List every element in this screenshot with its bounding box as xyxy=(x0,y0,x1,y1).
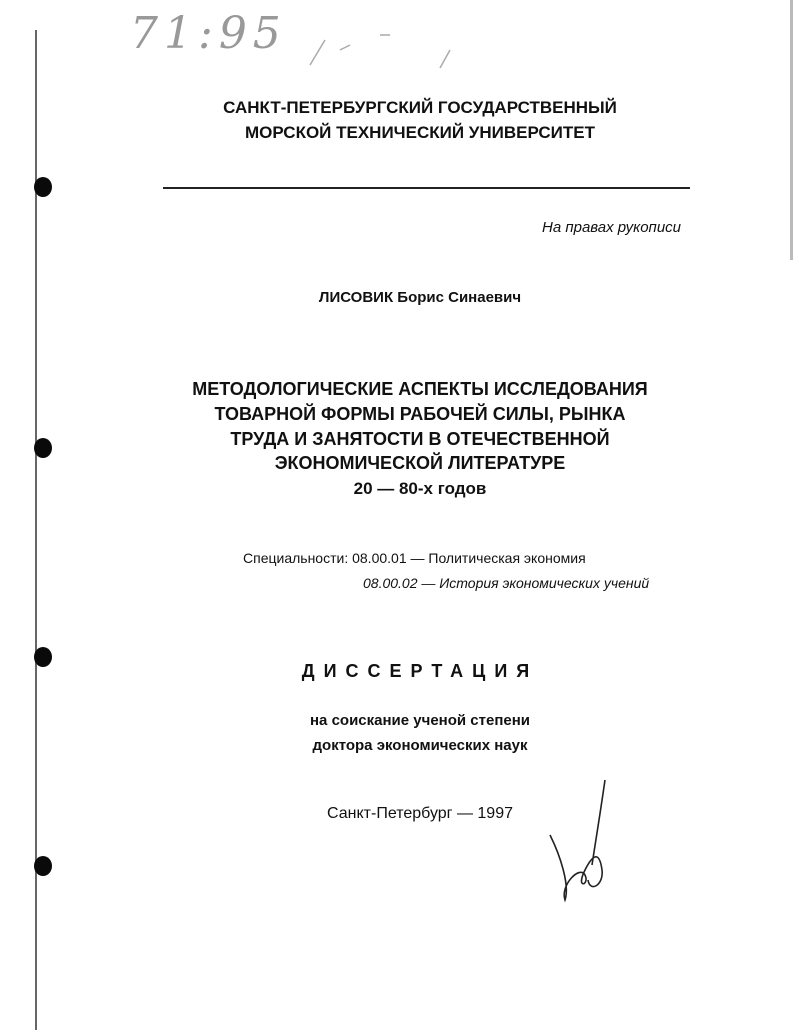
title-years: 20 — 80-х годов xyxy=(353,479,487,498)
degree-line-1: на соискание ученой степени xyxy=(310,712,530,729)
university-line-1: САНКТ-ПЕТЕРБУРГСКИЙ ГОСУДАРСТВЕННЫЙ xyxy=(223,98,617,117)
specialty-1-text: 08.00.01 — Политическая экономия xyxy=(352,550,586,566)
title-line-3: ТРУДА И ЗАНЯТОСТИ В ОТЕЧЕСТВЕННОЙ xyxy=(230,429,610,449)
specialties-label: Специальности: xyxy=(243,550,349,566)
title-line-1: МЕТОДОЛОГИЧЕСКИЕ АСПЕКТЫ ИССЛЕДОВАНИЯ xyxy=(192,379,648,399)
signature xyxy=(540,775,630,905)
title-line-2: ТОВАРНОЙ ФОРМЫ РАБОЧЕЙ СИЛЫ, РЫНКА xyxy=(214,404,626,424)
title-line-4: ЭКОНОМИЧЕСКОЙ ЛИТЕРАТУРЕ xyxy=(274,453,566,473)
author-name: ЛИСОВИК Борис Синаевич xyxy=(318,289,522,306)
rights-note: На правах рукописи xyxy=(542,219,681,236)
specialty-2: 08.00.02 — История экономических учений xyxy=(363,575,650,591)
punch-hole xyxy=(34,856,52,876)
university-line-2: МОРСКОЙ ТЕХНИЧЕСКИЙ УНИВЕРСИТЕТ xyxy=(245,123,595,142)
place-year: Санкт-Петербург — 1997 xyxy=(327,805,513,822)
header-rule xyxy=(163,187,690,189)
handwritten-note: 71:95 xyxy=(130,8,287,59)
punch-hole xyxy=(34,177,52,197)
degree-line-2: доктора экономических наук xyxy=(312,737,528,754)
specialty-1 xyxy=(243,550,586,566)
document-type: ДИССЕРТАЦИЯ xyxy=(301,661,539,681)
handwritten-scribble xyxy=(280,10,480,70)
